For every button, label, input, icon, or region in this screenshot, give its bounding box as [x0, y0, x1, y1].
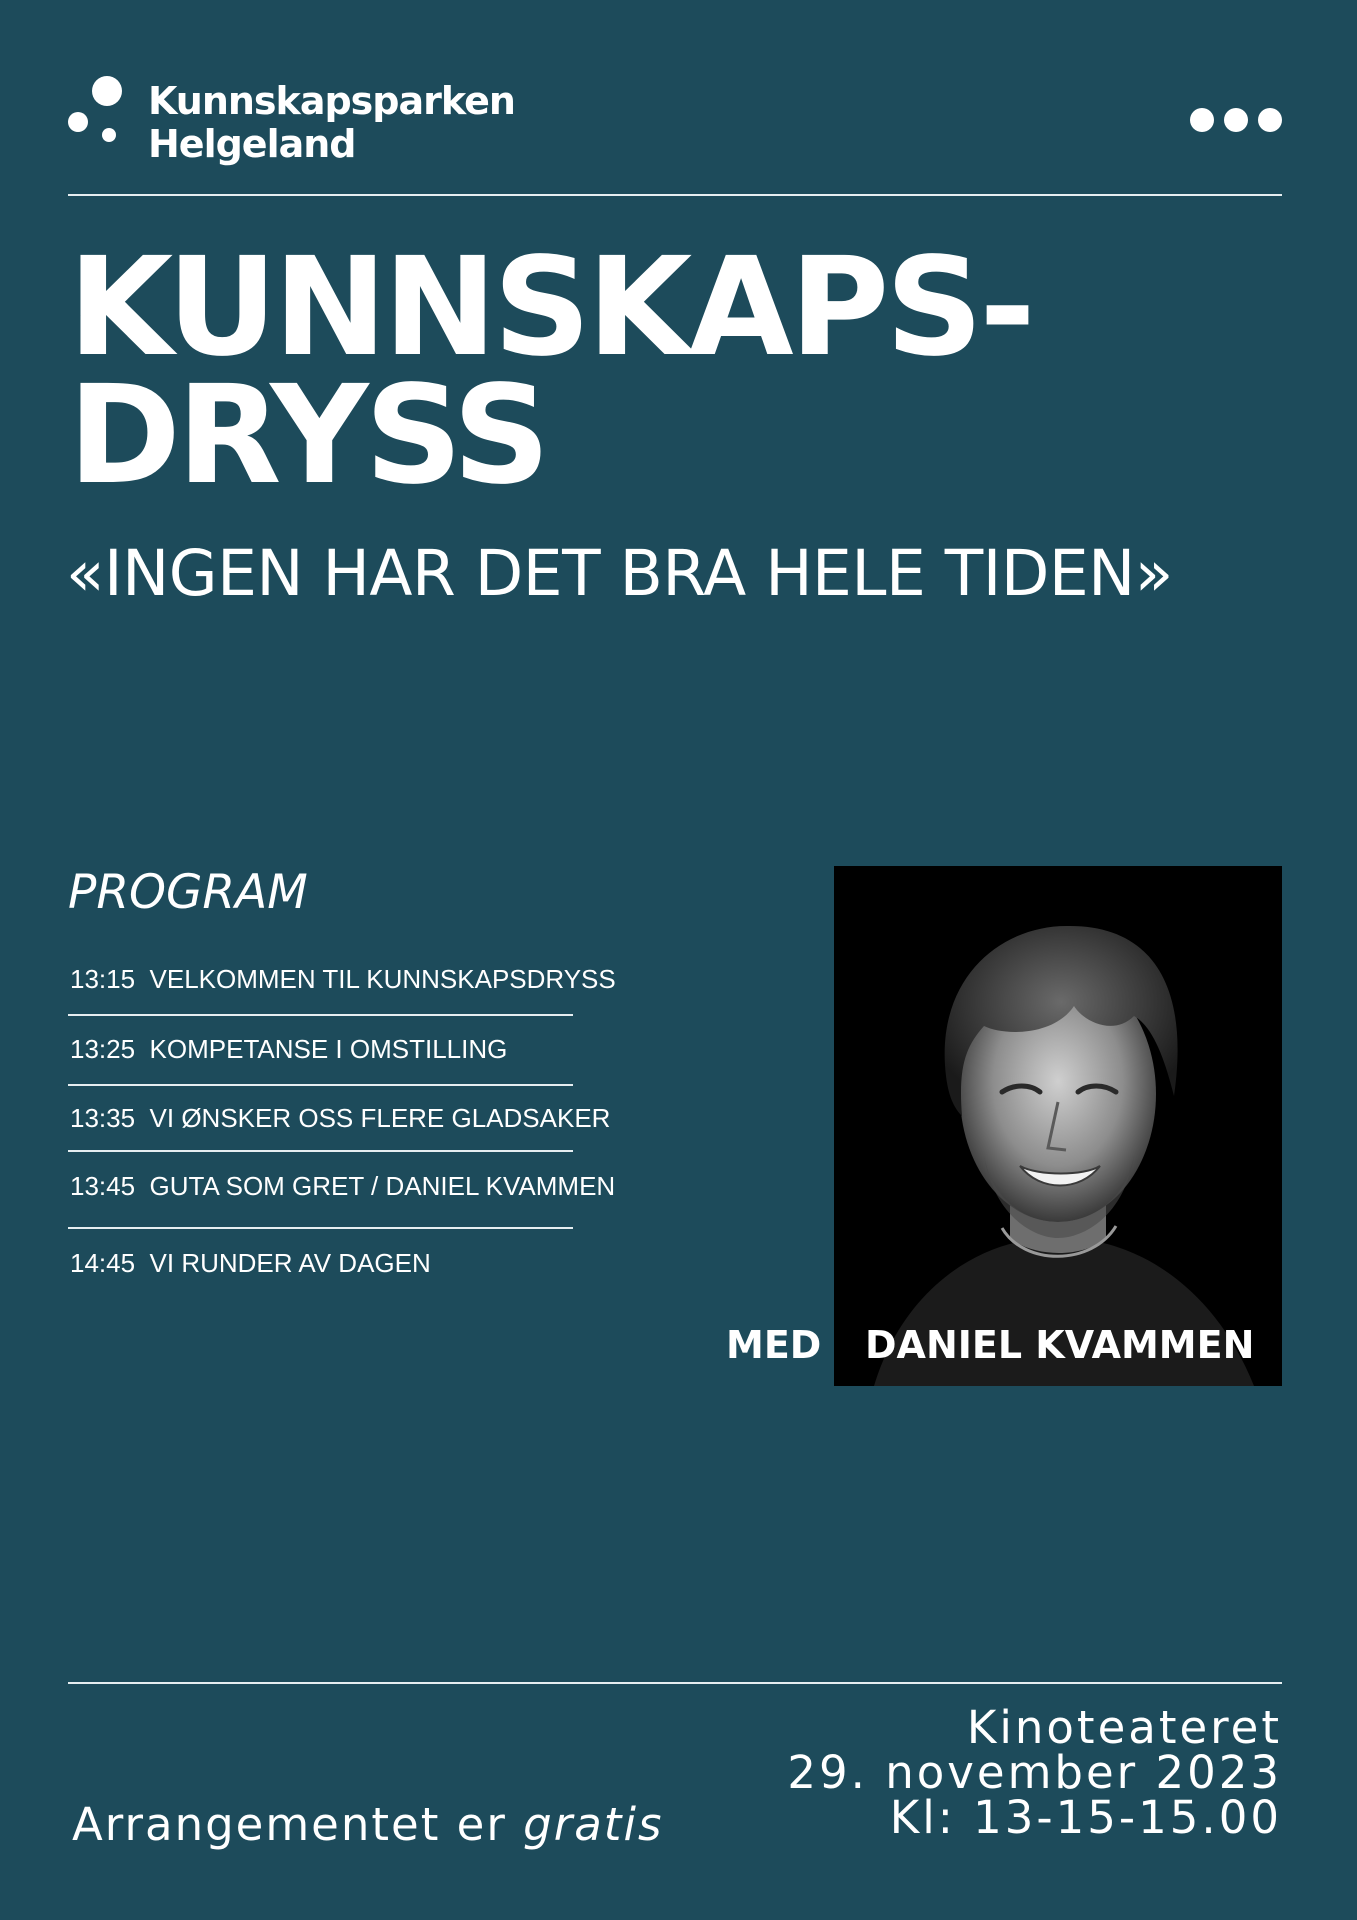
- event-title: [68, 229, 1032, 515]
- program-item: [70, 1248, 431, 1278]
- speaker-with-label: MED: [726, 1323, 822, 1367]
- divider-top: [68, 194, 1282, 196]
- program-item: [70, 964, 616, 994]
- speaker-name: DANIEL KVAMMEN: [865, 1323, 1255, 1367]
- program-item-time: 13:45: [70, 1171, 136, 1201]
- event-title-line-2: DRYSS: [68, 357, 547, 515]
- logo-line-1: Kunnskapsparken: [148, 79, 515, 123]
- logo-wordmark: [148, 80, 515, 166]
- program-divider: [68, 1014, 573, 1016]
- program-item-time: 13:15: [70, 964, 136, 994]
- program-item-time: 14:45: [70, 1248, 136, 1278]
- program-heading: PROGRAM: [68, 865, 308, 920]
- three-dots-icon: [1190, 108, 1282, 132]
- free-admission-prefix: Arrangementet er: [72, 1798, 524, 1851]
- event-subtitle: «INGEN HAR DET BRA HELE TIDEN»: [66, 537, 1173, 610]
- speaker-portrait-image: [834, 866, 1282, 1386]
- event-title-line-1: KUNNSKAPS-: [68, 229, 1032, 387]
- program-item-label: GUTA SOM GRET / DANIEL KVAMMEN: [149, 1171, 616, 1201]
- program-divider: [68, 1150, 573, 1152]
- program-item-label: VI RUNDER AV DAGEN: [149, 1248, 431, 1278]
- program-item: [70, 1171, 615, 1201]
- program-divider: [68, 1227, 573, 1229]
- program-item-label: KOMPETANSE I OMSTILLING: [149, 1034, 508, 1064]
- program-divider: [68, 1084, 573, 1086]
- event-time: Kl: 13-15-15.00: [889, 1791, 1282, 1844]
- event-details: [787, 1701, 1282, 1844]
- speaker-photo: [834, 866, 1282, 1386]
- program-item-label: VELKOMMEN TIL KUNNSKAPSDRYSS: [149, 964, 616, 994]
- logo-mark-icon: [66, 74, 128, 146]
- program-item: [70, 1034, 507, 1064]
- free-admission-text: [72, 1797, 663, 1853]
- program-item-time: 13:25: [70, 1034, 136, 1064]
- program-item-label: VI ØNSKER OSS FLERE GLADSAKER: [149, 1103, 611, 1133]
- event-date: 29. november 2023: [787, 1746, 1282, 1799]
- free-admission-word: gratis: [523, 1798, 664, 1851]
- program-item-time: 13:35: [70, 1103, 136, 1133]
- program-item: [70, 1103, 610, 1133]
- event-venue: Kinoteateret: [966, 1701, 1282, 1754]
- divider-bottom: [68, 1682, 1282, 1684]
- logo-line-2: Helgeland: [148, 122, 356, 166]
